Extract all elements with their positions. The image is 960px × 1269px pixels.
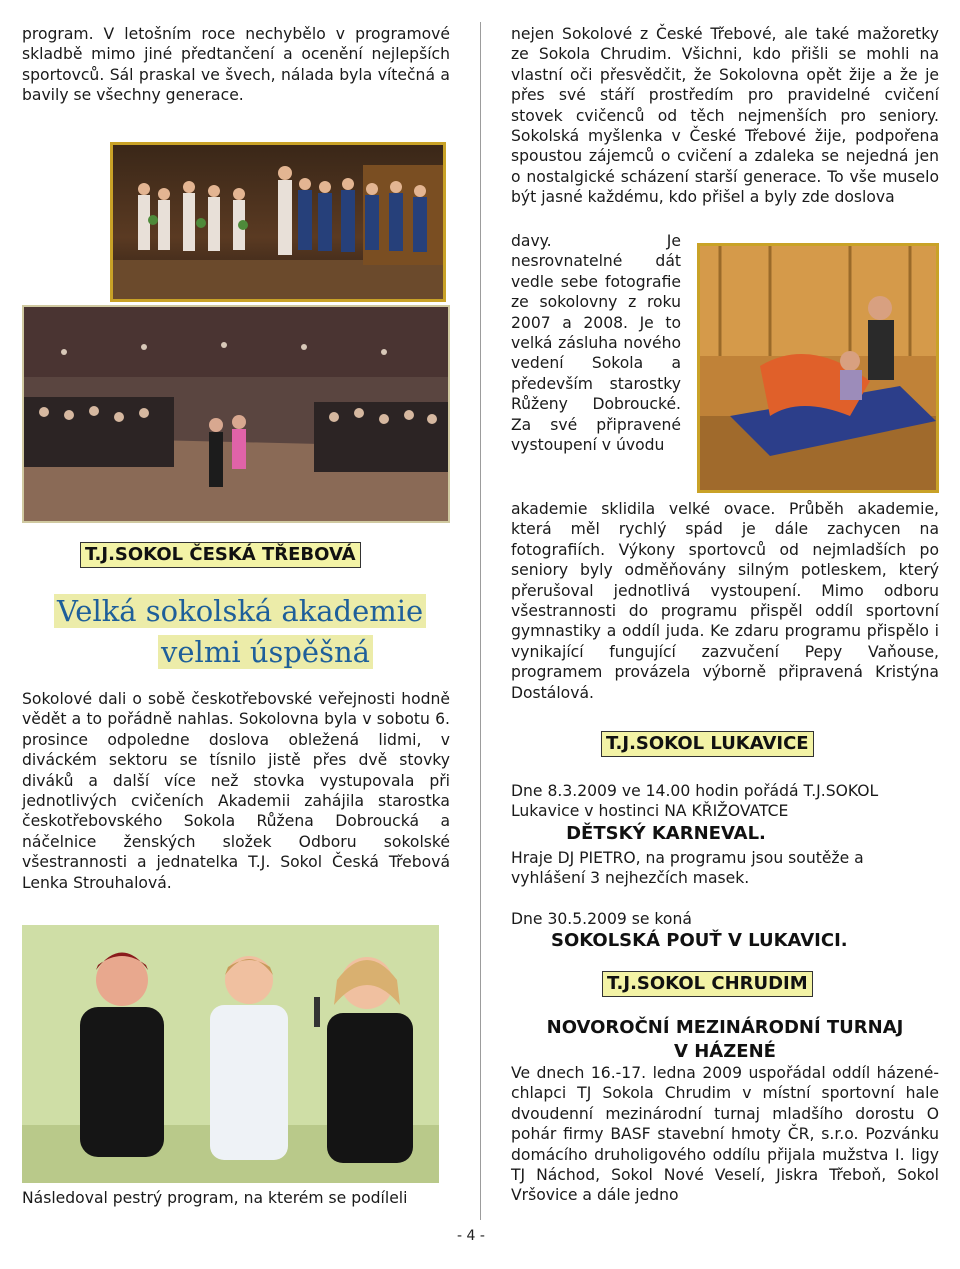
column-divider — [480, 22, 481, 1220]
photo-stage-performers — [110, 142, 446, 302]
headline-line1 — [54, 593, 426, 629]
org-label-chrudim: T.J.SOKOL CHRUDIM — [602, 971, 813, 997]
lukavice-paragraph: Dne 8.3.2009 ve 14.00 hodin pořádá T.J.SOKOL Lukavice v hostinci NA KŘIŽOVATCE — [511, 782, 879, 821]
page-number: - 4 - — [457, 1228, 485, 1244]
photo-gymnastics-kids-image — [700, 246, 936, 490]
photo-stage-performers-image — [113, 145, 443, 299]
right-continued-paragraph: akademie sklidila velké ovace. Průběh akademie, která měl rychlý spád je dále zachycen na fotografiích. Výkony sportovců od nejmladších po seniory byly odměňovány silným potleskem, který přerušoval jednotlivá vystoupení. Mimo odboru všestrannosti do programu přispěl oddíl sportovní gymnastiky a oddíl juda. Ke zdaru programu přispělo i vynikající fungující zazvučení Pepy Vaňouse, programem provázela výborně připravená Kristýna Dostálová. — [511, 500, 939, 702]
intro-paragraph: program. V letošním roce nechybělo v programové skladbě mimo jiné předtančení a ocenění nejlepších sportovců. Sál praskal ve švech, nálada byla vítečná a bavily se všechny generace. — [22, 25, 450, 105]
turnaj-paragraph: Ve dnech 16.-17. ledna 2009 uspořádal oddíl házené-chlapci TJ Sokola Chrudim v místní sportovní hale dvoudenní mezinárodní turnaj mladšího dorostu O pohár firmy BASF stavební hmoty ČR, s.r.o. Pozvánku domácího druholigového oddílu přijala mužstva I. ligy TJ Náchod, Sokol Nové Veselí, Jiskra Třeboň, Sokol Vršovice a dále jedno — [511, 1064, 939, 1205]
article-paragraph: Sokolové dali o sobě českotřebovské veřejnosti hodně vědět a to pořádně nahlas. Sokolovna byla v sobotu 6. prosince odpoledne doslova obležená lidmi, v diváckém sektoru se tísnilo jistě přes dvě stovky diváků a další více než stovka vystupovala při jednotlivých cvičeních Akademii zahájila starostka českotřebovského Sokola Růžena Dobroucká a náčelnice ženských složek Odboru sokolské všestrannosti a jednatelka T.J. Sokol Česká Třebová Lenka Strouhalová. — [22, 690, 450, 892]
pout-date: Dne 30.5.2009 se koná — [511, 910, 692, 928]
photo-dance-hall — [22, 305, 450, 523]
headline-line2 — [158, 634, 373, 670]
headline-line2-text: velmi úspěšná — [158, 635, 373, 669]
org-label-lukavice: T.J.SOKOL LUKAVICE — [601, 731, 814, 757]
turnaj-title-line1: NOVOROČNÍ MEZINÁRODNÍ TURNAJ — [546, 1017, 904, 1038]
photo-gymnastics-kids — [697, 243, 939, 493]
headline-line1-text: Velká sokolská akademie — [54, 594, 426, 628]
right-narrow-paragraph: davy. Je nesrovnatelné dát vedle sebe fotografie ze sokolovny z roku 2007 a 2008. Je to velká zásluha nového vedení Sokola a především starostky Růženy Dobroucké. Za své připravené vystoupení v úvodu — [511, 232, 681, 455]
karneval-title: DĚTSKÝ KARNEVAL. — [566, 823, 766, 844]
turnaj-title-line2: V HÁZENÉ — [674, 1041, 776, 1062]
org-label-ceska-trebova: T.J.SOKOL ČESKÁ TŘEBOVÁ — [80, 542, 361, 568]
pout-title: SOKOLSKÁ POUŤ V LUKAVICI. — [551, 930, 848, 951]
right-top-paragraph: nejen Sokolové z České Třebové, ale také mažoretky ze Sokola Chrudim. Všichni, kdo přišli se mohli na vlastní oči přesvědčit, že Sokolovna opět žije a že je přes své stáří prostředím pro pravidelné cvičení stovek cvičenců od těch nejmenších pro seniory. Sokolská myšlenka v České Třebové žije, podpořena spoustou zájemců o cvičení a zdaleka se nejedná jen o nostalgické scházení starší generace. To vše muselo být jasné každému, kdo přišel a byly zde doslova — [511, 25, 939, 207]
photo-dance-hall-image — [24, 307, 448, 521]
photo-three-speakers-image — [22, 925, 439, 1183]
photo-three-speakers — [22, 925, 439, 1183]
karneval-paragraph: Hraje DJ PIETRO, na programu jsou soutěže a vyhlášení 3 nejhezčích masek. — [511, 849, 864, 888]
bottom-paragraph: Následoval pestrý program, na kterém se podíleli — [22, 1189, 408, 1207]
